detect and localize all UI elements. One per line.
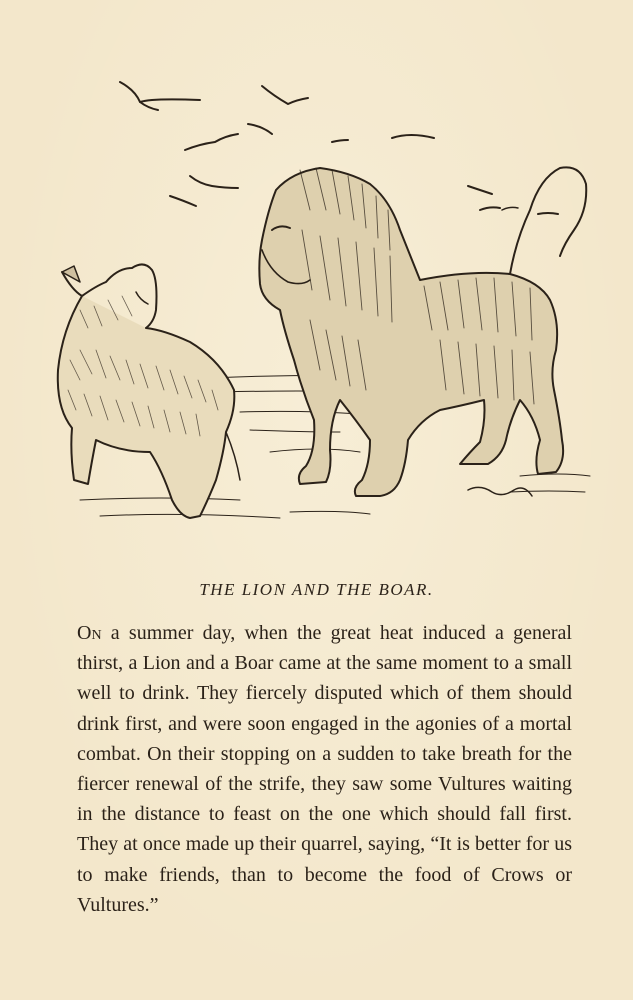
illustration-caption: THE LION AND THE BOAR.	[199, 580, 434, 599]
lion-and-boar-engraving	[40, 60, 600, 540]
fable-body: a summer day, when the great heat induced a general thirst, a Lion and a Boar came at the same moment to a small well to drink. They fiercely disputed which of them should drink first, and were soon engaged in the agonies of a mortal combat. On their stopping on a sudden to take breath for the fiercer renewal of the strife, they saw some Vultures waiting in the distance to feast on the one which should fall first. They at once made up their quarrel, saying, “It is better for us to make friends, than to become the food of Crows or Vultures.”	[77, 622, 572, 916]
fable-text	[77, 618, 572, 920]
fable-first-word: On	[77, 622, 102, 644]
boar-figure	[58, 264, 240, 518]
lion-figure	[259, 167, 586, 496]
